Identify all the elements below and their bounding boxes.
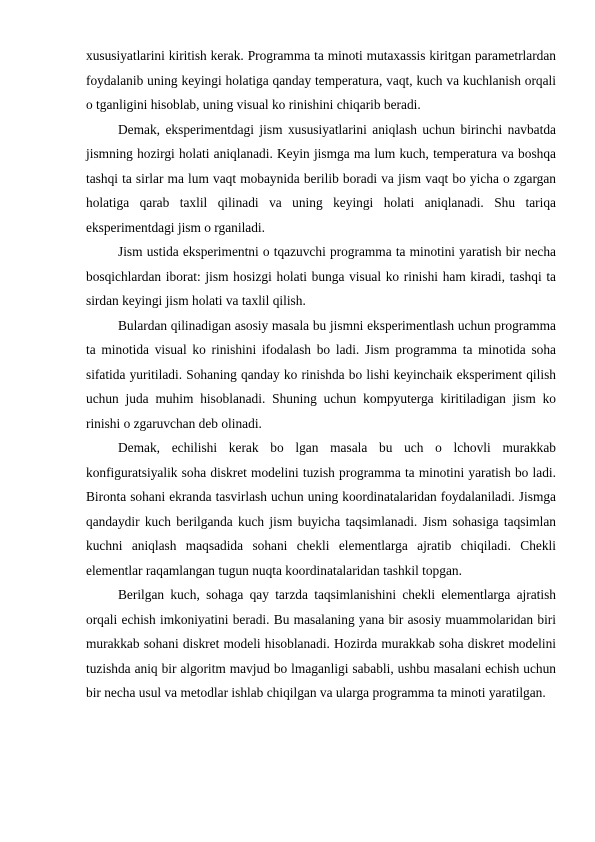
- paragraph-4: Bulardan qilinadigan asosiy masala bu jismni eksperimentlash uchun programma ta minotida visual ko rinishini ifodalash bo ladi. Jism programma ta minotida soha sifatida yuritiladi. Sohaning qanday ko rinishda bo lishi keyinchaik eksperiment qilish uchun juda muhim hisoblanadi. Shuning uchun kompyuterga kiritiladigan jism ko rinishi o zgaruvchan deb olinadi.: [86, 317, 556, 431]
- document-page: [86, 44, 556, 706]
- paragraph-5: Demak, echilishi kerak bo lgan masala bu uch o lchovli murakkab konfiguratsiyalik soha diskret modelini tuzish programma ta minotini yaratish bo ladi. Bironta sohani ekranda tasvirlash uchun uning koordinatalaridan foydalaniladi. Jismga qandaydir kuch berilganda kuch jism buyicha taqsimlanadi. Jism sohasiga taqsimlan kuchni aniqlash maqsadida sohani chekli elementlarga ajratib chiqiladi. Chekli elementlar raqamlangan tugun nuqta koordinatalaridan tashkil topgan.: [86, 440, 556, 578]
- paragraph-1: xususiyatlarini kiritish kerak. Programma ta minoti mutaxassis kiritgan parametrlardan foydalanib uning keyingi holatiga qanday temperatura, vaqt, kuch va kuchlanish orqali o tganligini hisoblab, uning visual ko rinishini chiqarib beradi.: [86, 48, 556, 112]
- paragraph-3: Jism ustida eksperimentni o tqazuvchi programma ta minotini yaratish bir necha bosqichlardan iborat: jism hosizgi holati bunga visual ko rinishi ham kiradi, tashqi ta sirdan keyingi jism holati va taxlil qilish.: [86, 244, 556, 308]
- paragraph-6: Berilgan kuch, sohaga qay tarzda taqsimlanishini chekli elementlarga ajratish orqali echish imkoniyatini beradi. Bu masalaning yana bir asosiy muammolaridan biri murakkab sohani diskret modeli hisoblanadi. Hozirda murakkab soha diskret modelini tuzishda aniq bir algoritm mavjud bo lmaganligi sababli, ushbu masalani echish uchun bir necha usul va metodlar ishlab chiqilgan va ularga programma ta minoti yaratilgan.: [86, 587, 556, 700]
- paragraph-2: Demak, eksperimentdagi jism xususiyatlarini aniqlash uchun birinchi navbatda jismning hozirgi holati aniqlanadi. Keyin jismga ma lum kuch, temperatura va boshqa tashqi ta sirlar ma lum vaqt mobaynida berilib boradi va jism vaqt bo yicha o zgargan holatiga qarab taxlil qilinadi va uning keyingi holati aniqlanadi. Shu tariqa eksperimentdagi jism o rganiladi.: [86, 121, 556, 235]
